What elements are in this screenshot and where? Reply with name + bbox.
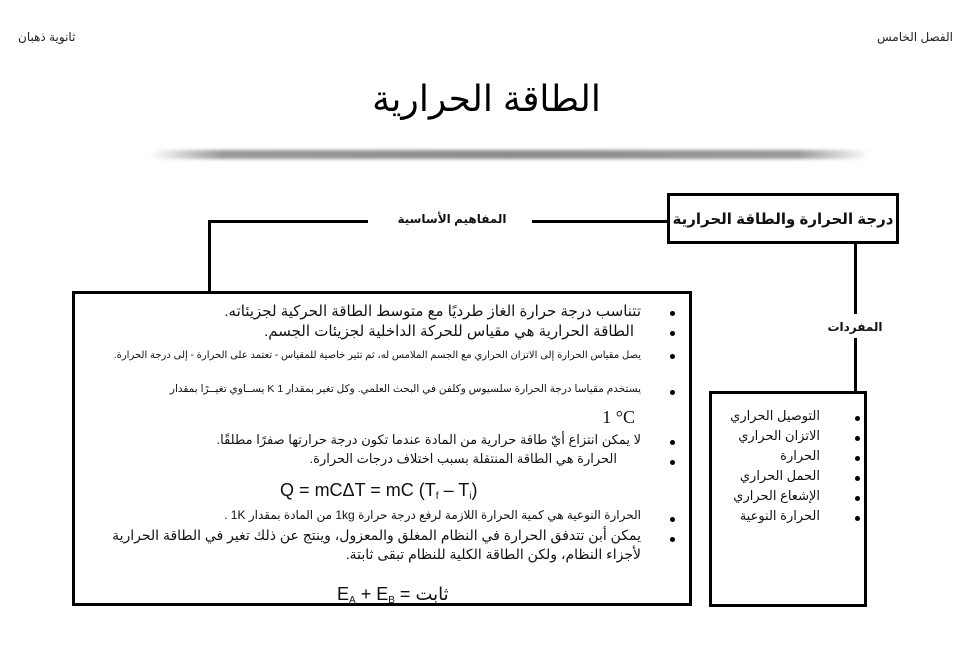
formula-q: Q [280,480,295,500]
concept-item: الحرارة النوعية هي كمية الحرارة اللازمة لرفع درجة حرارة 1kg من المادة بمقدار 1K . [224,508,641,522]
vocabulary-term: الاتزان الحراري [738,428,820,443]
formula-close: ) [471,480,478,500]
formula-equals: = [399,584,411,604]
concept-item: يستخدم مقياسا درجة الحرارة سلسيوس وكلفن في البحث العلمي. وكل تغير بمقدار 1 K يســاوي تغيــرًا بمقدار [169,383,641,395]
vocabulary-item [712,468,864,488]
conservation-formula [337,584,449,606]
bullet-icon [670,390,675,395]
title-divider [150,150,870,159]
concept-item: لا يمكن انتزاع أيّ طاقة حرارية من المادة عندما تكون درجة حرارتها صفرًا مطلقًا. [216,432,641,447]
bullet-icon [670,311,675,316]
celsius-unit: 1 °C [602,407,635,427]
vocabulary-list [712,408,864,528]
vocabulary-item [712,428,864,448]
formula-mc: mC (T [385,480,436,500]
concept-item: تتناسب درجة حرارة الغاز طرديًا مع متوسط الطاقة الحركية لجزيئاته. [224,303,641,320]
connector-line [208,220,368,223]
bullet-icon [855,436,860,441]
concept-item: الحرارة هي الطاقة المنتقلة بسبب اختلاف درجات الحرارة. [309,451,617,466]
vocabulary-term: الحرارة النوعية [739,508,820,523]
formula-constant: ثابت [415,584,449,604]
vocabulary-box [709,391,867,607]
concepts-label: المفاهيم الأساسية [372,212,532,226]
bullet-icon [855,456,860,461]
bullet-icon [670,460,675,465]
formula-sub-b: B [388,595,395,606]
bullet-icon [855,476,860,481]
concept-item: يصل مقياس الحرارة إلى الاتزان الحراري مع الجسم الملامس له، ثم تثير خاصية للمقياس - تعتمد على الحرارة - إلى درجة الحرارة. [113,350,641,361]
formula-sub-f: f [435,491,439,502]
formula-sub-a: A [349,595,356,606]
formula-equals: = [299,480,310,500]
concept-item: الطاقة الحرارية هي مقياس للحركة الداخلية لجزيئات الجسم. [264,323,634,340]
heat-formula [280,480,478,502]
formula-minus: – T [443,480,470,500]
formula-mcdt: mCΔT [314,480,366,500]
main-topic-box: درجة الحرارة والطاقة الحرارية [667,193,899,244]
page-title: الطاقة الحرارية [372,78,601,119]
connector-line [854,338,857,393]
formula-equals: = [370,480,381,500]
bullet-icon [670,517,675,522]
vocabulary-label: المفردات [815,320,895,334]
concepts-box [72,291,692,606]
vocabulary-item [712,488,864,508]
bullet-icon [855,516,860,521]
vocabulary-term: الإشعاع الحراري [733,488,820,503]
vocabulary-term: التوصيل الحراري [730,408,820,423]
concept-item: يمكن أبن تتدفق الحرارة في النظام المغلق والمعزول، وينتج عن ذلك تغير في الطاقة الحرارية لأجزاء النظام، ولكن الطاقة الكلية للنظام تبقى ثابتة. [112,527,641,562]
connector-line [530,220,670,223]
bullet-icon [855,416,860,421]
vocabulary-term: الحرارة [780,448,820,463]
formula-e: E [337,584,350,604]
connector-line [208,220,211,293]
bullet-icon [855,496,860,501]
school-name: ثانوية ذهبان [18,30,76,44]
bullet-icon [670,537,675,542]
vocabulary-item [712,408,864,428]
bullet-icon [670,331,675,336]
formula-plus: + E [360,584,389,604]
formula-sub-i: i [469,491,472,502]
vocabulary-item [712,508,864,528]
bullet-icon [670,440,675,445]
vocabulary-item [712,448,864,468]
bullet-icon [670,354,675,359]
chapter-label: الفصل الخامس [876,30,953,44]
connector-line [854,244,857,314]
vocabulary-term: الحمل الحراري [739,468,820,483]
